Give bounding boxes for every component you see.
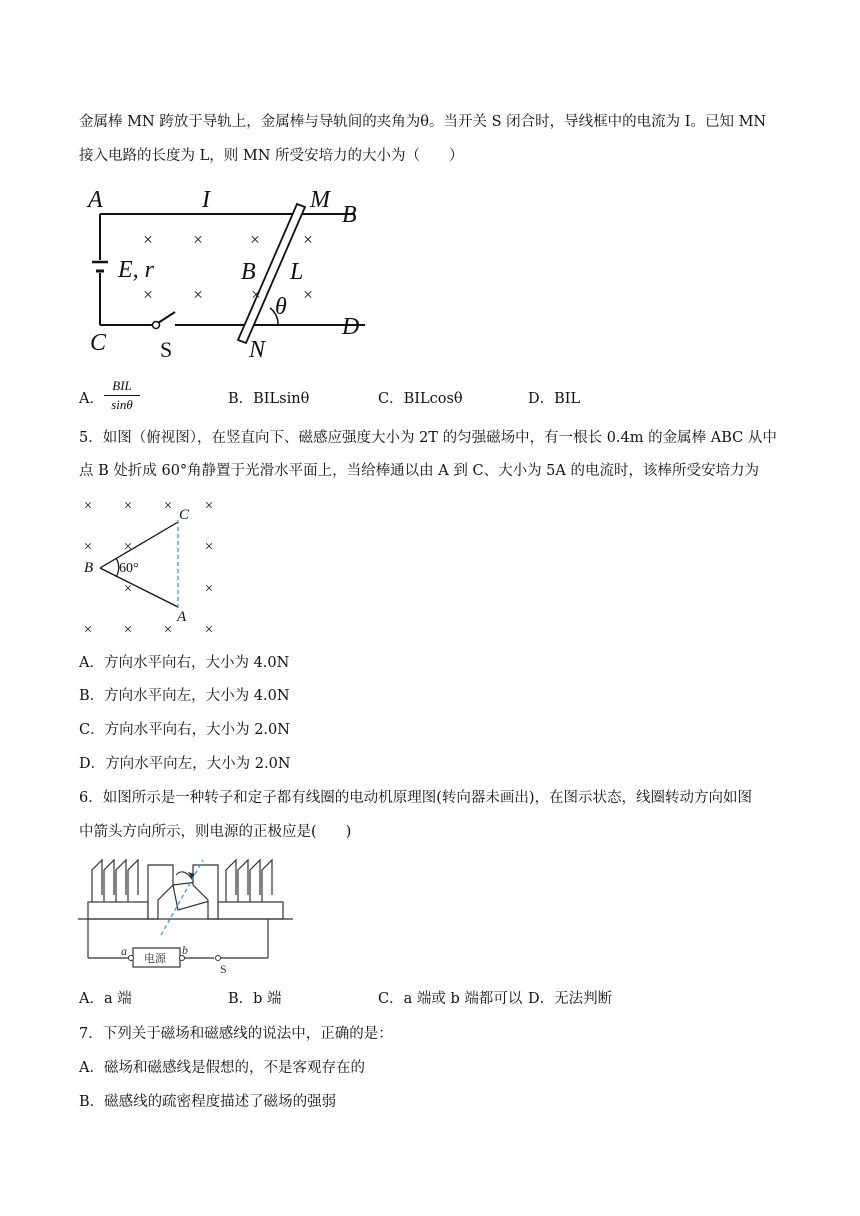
q4-option-a-numerator: BIL (112, 378, 132, 393)
svg-text:×: × (123, 539, 133, 555)
q5-text-line1: 5．如图（俯视图），在竖直向下、磁感应强度大小为 2T 的匀强磁场中，有一根长 0.4m 的金属棒 ABC 从中 (79, 430, 777, 446)
q7-option-a: A．磁场和磁感线是假想的，不是客观存在的 (79, 1060, 365, 1076)
q4-text-line1: 金属棒 MN 跨放于导轨上，金属棒与导轨间的夹角为θ。当开关 S 闭合时，导线框中的电流为 I。已知 MN (79, 114, 767, 130)
svg-text:×: × (303, 285, 313, 304)
q5-text-line2: 点 B 处折成 60°角静置于光滑水平面上，当给棒通以由 A 到 C、大小为 5A 的电流时，该棒所受安培力为 (79, 463, 759, 479)
q6-label-power: 电源 (144, 953, 166, 965)
q6-option-d: D．无法判断 (528, 991, 613, 1007)
q7-option-b: B．磁感线的疏密程度描述了磁场的强弱 (79, 1094, 337, 1110)
svg-text:×: × (193, 230, 203, 249)
svg-text:×: × (83, 622, 93, 638)
label-L: L (290, 259, 304, 285)
q4-text-line2: 接入电路的长度为 L，则 MN 所受安培力的大小为（ ） (79, 148, 464, 164)
label-A: A (88, 187, 103, 213)
q6-text-line2: 中箭头方向所示，则电源的正极应是( ) (79, 824, 352, 840)
q4-option-a-prefix: A． (79, 391, 104, 407)
label-S: S (160, 337, 173, 362)
svg-text:×: × (204, 622, 214, 638)
svg-text:×: × (163, 622, 173, 638)
svg-text:×: × (123, 498, 133, 514)
svg-text:×: × (83, 539, 93, 555)
q4-circuit-figure (80, 180, 380, 365)
q5-option-c: C．方向水平向右，大小为 2.0N (79, 722, 290, 738)
svg-text:×: × (204, 498, 214, 514)
label-B-field: B (241, 259, 256, 285)
svg-text:×: × (83, 498, 93, 514)
svg-text:×: × (123, 581, 133, 597)
q6-text-line1: 6．如图所示是一种转子和定子都有线圈的电动机原理图(转向器未画出)，在图示状态，线圈转动方向如图 (79, 790, 753, 806)
q4-option-a-fraction (104, 378, 140, 413)
svg-text:×: × (250, 230, 260, 249)
label-C: C (90, 330, 107, 356)
q5-label-angle: 60° (119, 561, 139, 576)
label-D: D (342, 314, 360, 340)
svg-text:×: × (143, 230, 153, 249)
q6-label-b: b (182, 943, 188, 957)
q4-option-b: B．BILsinθ (228, 391, 310, 407)
label-B-right: B (342, 202, 357, 228)
q4-option-a-denominator: sinθ (111, 397, 133, 412)
q5-option-d: D．方向水平向左，大小为 2.0N (79, 756, 291, 772)
q6-motor-figure (78, 855, 293, 975)
q5-label-A: A (177, 609, 187, 625)
q5-bent-rod-figure (78, 492, 228, 640)
svg-text:×: × (143, 285, 153, 304)
q5-option-b: B．方向水平向左，大小为 4.0N (79, 688, 290, 704)
label-E-r: E, r (118, 257, 154, 283)
label-N: N (249, 337, 266, 363)
svg-text:×: × (163, 498, 173, 514)
q4-option-c: C．BILcosθ (378, 391, 463, 407)
svg-text:×: × (193, 285, 203, 304)
q7-text-line1: 7．下列关于磁场和磁感线的说法中，正确的是： (79, 1026, 393, 1042)
q6-label-S: S (220, 962, 227, 975)
q6-label-a: a (121, 944, 127, 958)
q6-option-b: B．b 端 (228, 991, 282, 1007)
svg-text:×: × (303, 230, 313, 249)
label-M: M (310, 187, 330, 213)
q4-option-d: D．BIL (528, 391, 581, 407)
q5-label-B: B (84, 560, 94, 576)
svg-text:×: × (204, 581, 214, 597)
q5-option-a: A．方向水平向右，大小为 4.0N (79, 655, 290, 671)
svg-text:×: × (251, 285, 261, 304)
q5-label-C: C (179, 507, 190, 523)
q6-option-c: C．a 端或 b 端都可以 (378, 991, 523, 1007)
svg-text:×: × (123, 622, 133, 638)
svg-text:×: × (204, 539, 214, 555)
label-I: I (202, 187, 210, 213)
label-theta: θ (275, 294, 287, 320)
q6-option-a: A．a 端 (79, 991, 132, 1007)
